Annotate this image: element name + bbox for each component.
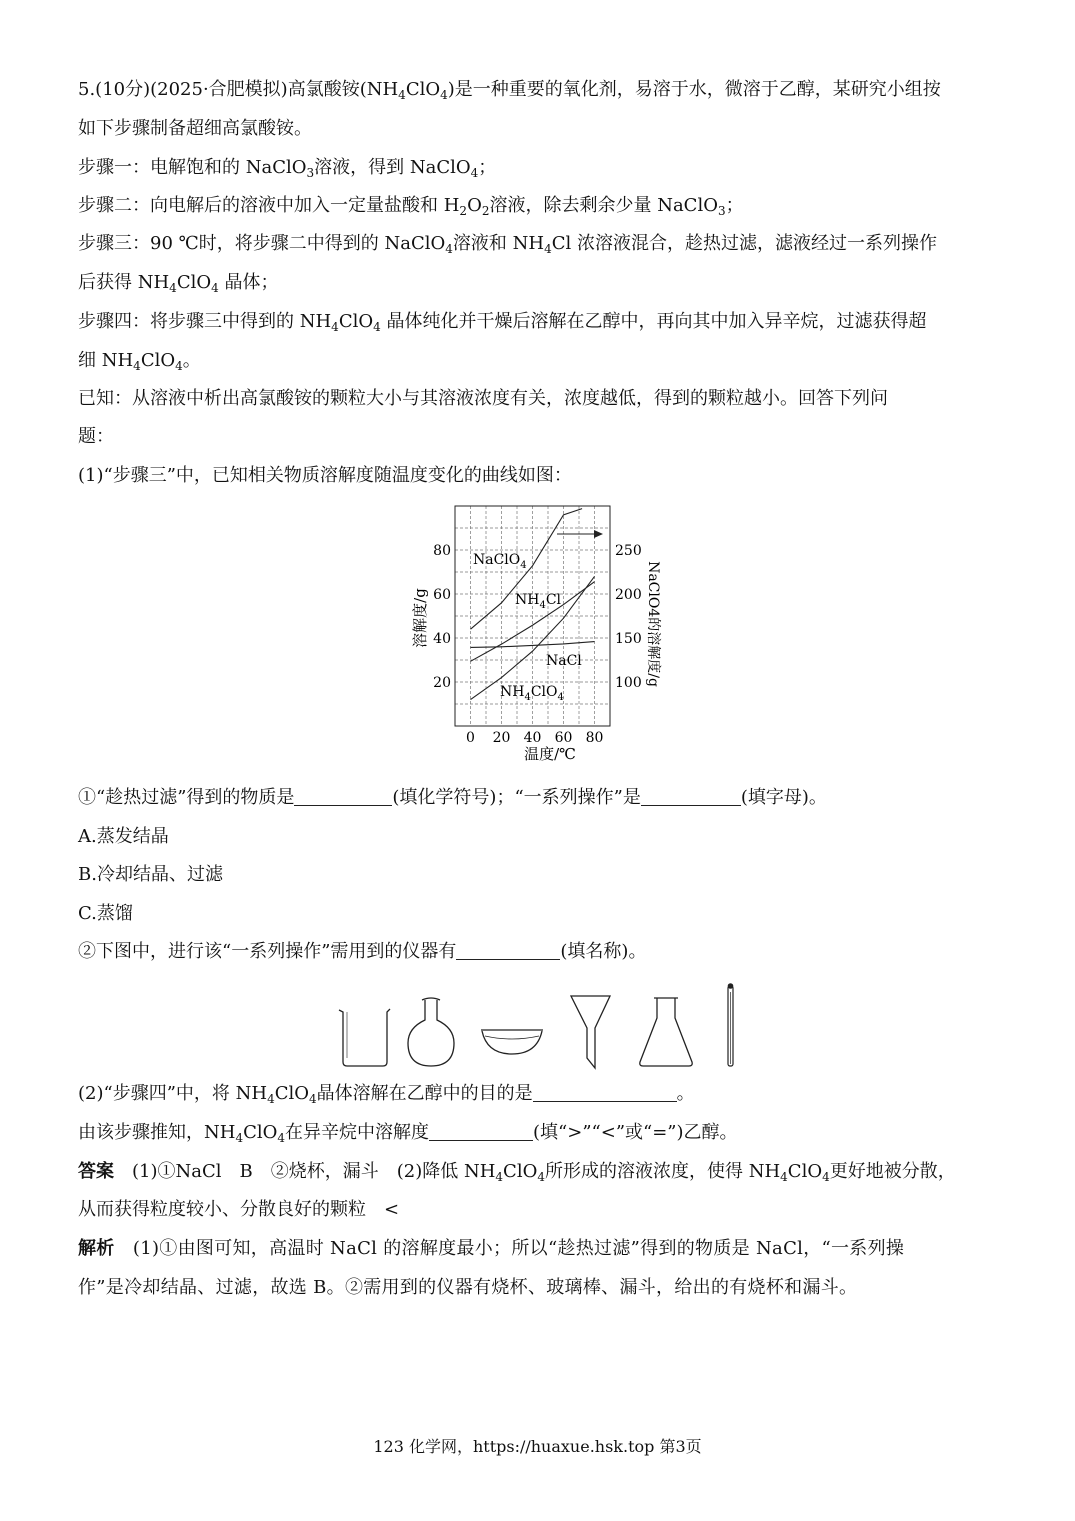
y-tick-label: 80 bbox=[433, 543, 451, 559]
thermometer-icon bbox=[728, 984, 733, 1066]
step-four-line1: 步骤四：将步骤三中得到的 $NH_4ClO_4$ 晶体纯化并干燥后溶解在乙醇中，再向其中加入异辛烷，过滤获得超 bbox=[78, 311, 927, 334]
y-right-tick-label: 200 bbox=[615, 587, 642, 603]
x-tick-label: 80 bbox=[585, 730, 604, 746]
round-bottom-flask-icon bbox=[408, 998, 454, 1066]
funnel-icon bbox=[571, 996, 610, 1068]
explanation-label: 解析 bbox=[78, 1238, 115, 1259]
solubility-chart bbox=[405, 500, 675, 768]
answer-blank-5[interactable] bbox=[429, 1122, 533, 1141]
x-tick-label: 20 bbox=[492, 730, 511, 746]
answer-blank-3[interactable] bbox=[456, 941, 560, 960]
y-axis-label: 溶解度/g bbox=[411, 588, 429, 648]
explanation-line2: 作”是冷却结晶、过滤，故选 B。②需用到的仪器有烧杯、玻璃棒、漏斗，给出的有烧杯和漏斗。 bbox=[78, 1277, 858, 1298]
y-tick-label: 40 bbox=[433, 631, 451, 647]
answer-label: 答案 bbox=[78, 1161, 114, 1182]
series-label-naclo4: NaClO$_4$ bbox=[473, 552, 527, 571]
x-tick-label: 60 bbox=[554, 730, 573, 746]
question-2b: 由该步骤推知，$NH_4ClO_4$在异辛烷中溶解度 (填“>”“<”或“=”)乙醇。 bbox=[78, 1122, 738, 1145]
answer-blank-1[interactable] bbox=[294, 787, 392, 806]
y-tick-label: 20 bbox=[433, 675, 451, 691]
known-line2: 题： bbox=[78, 426, 114, 447]
step-one: 步骤一：电解饱和的 NaClO$_3$溶液，得到 NaClO$_4$； bbox=[78, 157, 497, 180]
known-line1: 已知：从溶液中析出高氯酸铵的颗粒大小与其溶液浓度有关，浓度越低，得到的颗粒越小。回答下列问 bbox=[78, 388, 888, 409]
y-right-axis-label: NaClO4的溶解度/g bbox=[645, 561, 661, 687]
y-tick-label: 60 bbox=[433, 587, 451, 603]
evaporating-dish-icon bbox=[481, 1030, 543, 1054]
step-three-line2: 后获得 $NH_4ClO_4$ 晶体； bbox=[78, 272, 279, 295]
option-c: C.蒸馏 bbox=[78, 903, 133, 924]
beaker-icon bbox=[339, 1009, 390, 1066]
chart-series-labels bbox=[473, 552, 582, 703]
series-label-nh4clo4: $NH_4ClO_4$ bbox=[500, 684, 564, 703]
question-intro-line1: 5.(10分)(2025·合肥模拟)高氯酸铵$(NH_4ClO_4)$是一种重要的氧化剂，易溶于水，微溶于乙醇，某研究小组按 bbox=[78, 79, 941, 102]
arrow-icon bbox=[557, 530, 603, 538]
answer-blank-2[interactable] bbox=[641, 787, 741, 806]
question-intro-line2: 如下步骤制备超细高氯酸铵。 bbox=[78, 118, 312, 139]
step-three-line1: 步骤三：90 ℃时，将步骤二中得到的 NaClO$_4$溶液和 $NH_4Cl$ 浓溶液混合，趁热过滤，滤液经过一系列操作 bbox=[78, 233, 937, 256]
option-b: B.冷却结晶、过滤 bbox=[78, 864, 223, 885]
question-1a: ①“趁热过滤”得到的物质是 (填化学符号)；“一系列操作”是 (填字母)。 bbox=[78, 787, 827, 808]
conical-flask-icon bbox=[640, 998, 692, 1066]
step-four-line2: 细 $NH_4ClO_4$。 bbox=[78, 350, 201, 373]
y-right-tick-label: 150 bbox=[615, 631, 642, 647]
y-right-tick-label: 100 bbox=[615, 675, 642, 691]
question-1b: ②下图中，进行该“一系列操作”需用到的仪器有 (填名称)。 bbox=[78, 941, 647, 962]
question-2a: (2)“步骤四”中，将 $NH_4ClO_4$晶体溶解在乙醇中的目的是 。 bbox=[78, 1083, 695, 1106]
x-axis-label: 温度/℃ bbox=[524, 745, 576, 763]
series-label-nh4cl: $NH_4Cl$ bbox=[515, 592, 562, 611]
option-a: A.蒸发结晶 bbox=[78, 826, 169, 847]
step-two: 步骤二：向电解后的溶液中加入一定量盐酸和 $H_2O_2$溶液，除去剩余少量 NaClO$_3$； bbox=[78, 195, 744, 218]
x-tick-label: 40 bbox=[523, 730, 542, 746]
series-label-nacl: NaCl bbox=[546, 653, 582, 669]
page-footer: 123 化学网，https://huaxue.hsk.top 第3页 bbox=[373, 1437, 702, 1456]
apparatus-row bbox=[335, 980, 745, 1072]
y-right-tick-label: 250 bbox=[615, 543, 642, 559]
answer-line2: 从而获得粒度较小、分散良好的颗粒 < bbox=[78, 1199, 400, 1220]
explanation-line1: 解析 (1)①由图可知，高温时 NaCl 的溶解度最小；所以“趁热过滤”得到的物质是 NaCl，“一系列操 bbox=[78, 1238, 905, 1259]
answer-blank-4[interactable] bbox=[533, 1083, 677, 1102]
question-1-intro: (1)“步骤三”中，已知相关物质溶解度随温度变化的曲线如图： bbox=[78, 465, 572, 486]
answer-line1: 答案 (1)①NaCl B ②烧杯，漏斗 (2)降低 $NH_4ClO_4$所形成的溶液浓度，使得 $NH_4ClO_4$更好地被分散， bbox=[78, 1161, 956, 1184]
x-tick-label: 0 bbox=[466, 730, 475, 746]
